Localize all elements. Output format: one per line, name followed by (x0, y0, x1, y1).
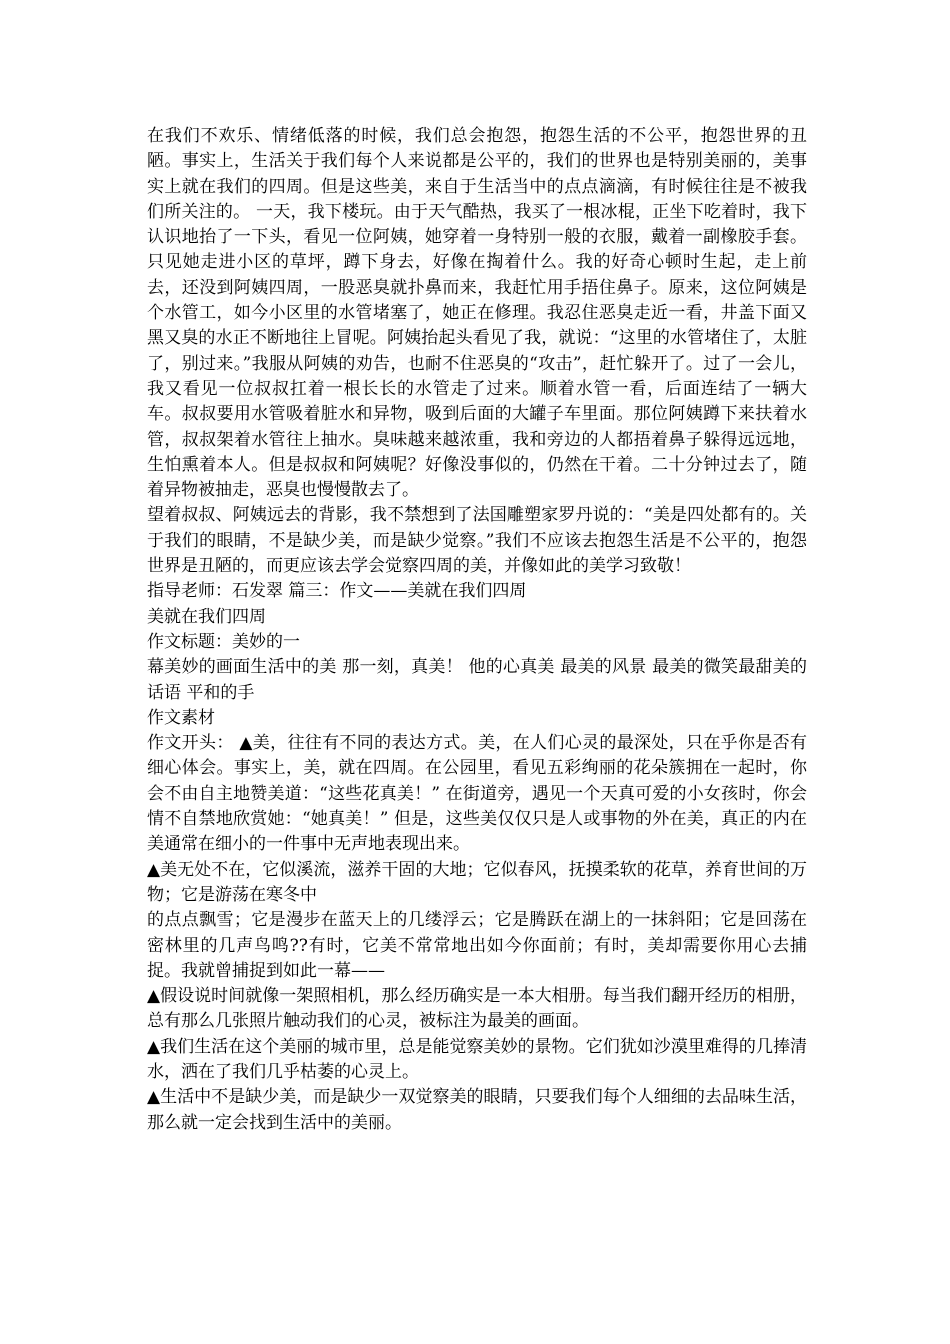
bullet-paragraph: ▲假设说时间就像一架照相机，那么经历确实是一本大相册。每当我们翻开经历的相册，总有那么几张照片触动我们的心灵，被标注为最美的画面。 (147, 986, 807, 1032)
essay-material-heading: 作文素材 (147, 707, 215, 728)
teacher-line: 指导老师：石发翠 篇三：作文——美就在我们四周 (147, 581, 527, 602)
essay-opening-paragraph: 作文开头： ▲美，往往有不同的表达方式。美，在人们心灵的最深处，只在乎你是否有细心体会。事实上，美，就在四周。在公园里，看见五彩绚丽的花朵簇拥在一起时，你会不由自主地赞美道：“这些花真美！” 在街道旁，遇见一个天真可爱的小女孩时，你会情不自禁地欣赏她：“她真美！” 但是，这些美仅仅只是人或事物的外在美，真正的内在美通常在细小的一件事中无声地表现出来。 (147, 733, 807, 855)
bullet-paragraph-continued: 的点点飘雪；它是漫步在蓝天上的几缕浮云；它是腾跃在湖上的一抹斜阳；它是回荡在密林里的几声鸟鸣??有时，它美不常常地出如今你面前；有时，美却需要你用心去捕捉。我就曾捕捉到如此一幕—— (147, 910, 807, 981)
document-page (147, 124, 807, 1136)
bullet-paragraph: ▲生活中不是缺少美，而是缺少一双觉察美的眼睛，只要我们每个人细细的去品味生活，那么就一定会找到生活中的美丽。 (147, 1087, 807, 1133)
body-paragraph-story: 在我们不欢乐、情绪低落的时候，我们总会抱怨，抱怨生活的不公平，抱怨世界的丑陋。事实上，生活关于我们每个人来说都是公平的，我们的世界也是特别美丽的，美事实上就在我们的四周。但是这些美，来自于生活当中的点点滴滴，有时候往往是不被我们所关注的。 一天，我下楼玩。由于天气酷热，我买了一根冰棍，正坐下吃着时，我下认识地抬了一下头，看见一位阿姨，她穿着一身特别一般的衣服，戴着一副橡胶手套。只见她走进小区的草坪，蹲下身去，好像在掏着什么。我的好奇心顿时生起，走上前去，还没到阿姨四周，一股恶臭就扑鼻而来，我赶忙用手捂住鼻子。原来，这位阿姨是个水管工，如今小区里的水管堵塞了，她正在修理。我忍住恶臭走近一看，井盖下面又黑又臭的水正不断地往上冒呢。阿姨抬起头看见了我，就说：“这里的水管堵住了，太脏了，别过来。”我服从阿姨的劝告，也耐不住恶臭的“攻击”，赶忙躲开了。过了一会儿，我又看见一位叔叔扛着一根长长的水管走了过来。顺着水管一看，后面连结了一辆大车。叔叔要用水管吸着脏水和异物，吸到后面的大罐子车里面。那位阿姨蹲下来扶着水管，叔叔架着水管往上抽水。臭味越来越浓重，我和旁边的人都捂着鼻子躲得远远地，生怕熏着本人。但是叔叔和阿姨呢？好像没事似的，仍然在干着。二十分钟过去了，随着异物被抽走，恶臭也慢慢散去了。 (147, 126, 807, 501)
essay-title: 美就在我们四周 (147, 606, 266, 627)
essay-topic-list: 幕美妙的画面生活中的美 那一刻，真美！ 他的心真美 最美的风景 最美的微笑最甜美的话语 平和的手 (147, 657, 807, 703)
essay-topic-label: 作文标题：美妙的一 (147, 631, 300, 652)
bullet-paragraph: ▲我们生活在这个美丽的城市里，总是能觉察美妙的景物。它们犹如沙漠里难得的几捧清水，洒在了我们几乎枯萎的心灵上。 (147, 1036, 807, 1082)
bullet-paragraph: ▲美无处不在，它似溪流，滋养干固的大地；它似春风，抚摸柔软的花草，养育世间的万物；它是游荡在寒冬中 (147, 859, 807, 905)
body-paragraph-conclusion: 望着叔叔、阿姨远去的背影，我不禁想到了法国雕塑家罗丹说的：“美是四处都有的。关于我们的眼睛，不是缺少美，而是缺少觉察。”我们不应该去抱怨生活是不公平的，抱怨世界是丑陋的，而更应该去学会觉察四周的美，并像如此的美学习致敬！ (147, 505, 807, 577)
